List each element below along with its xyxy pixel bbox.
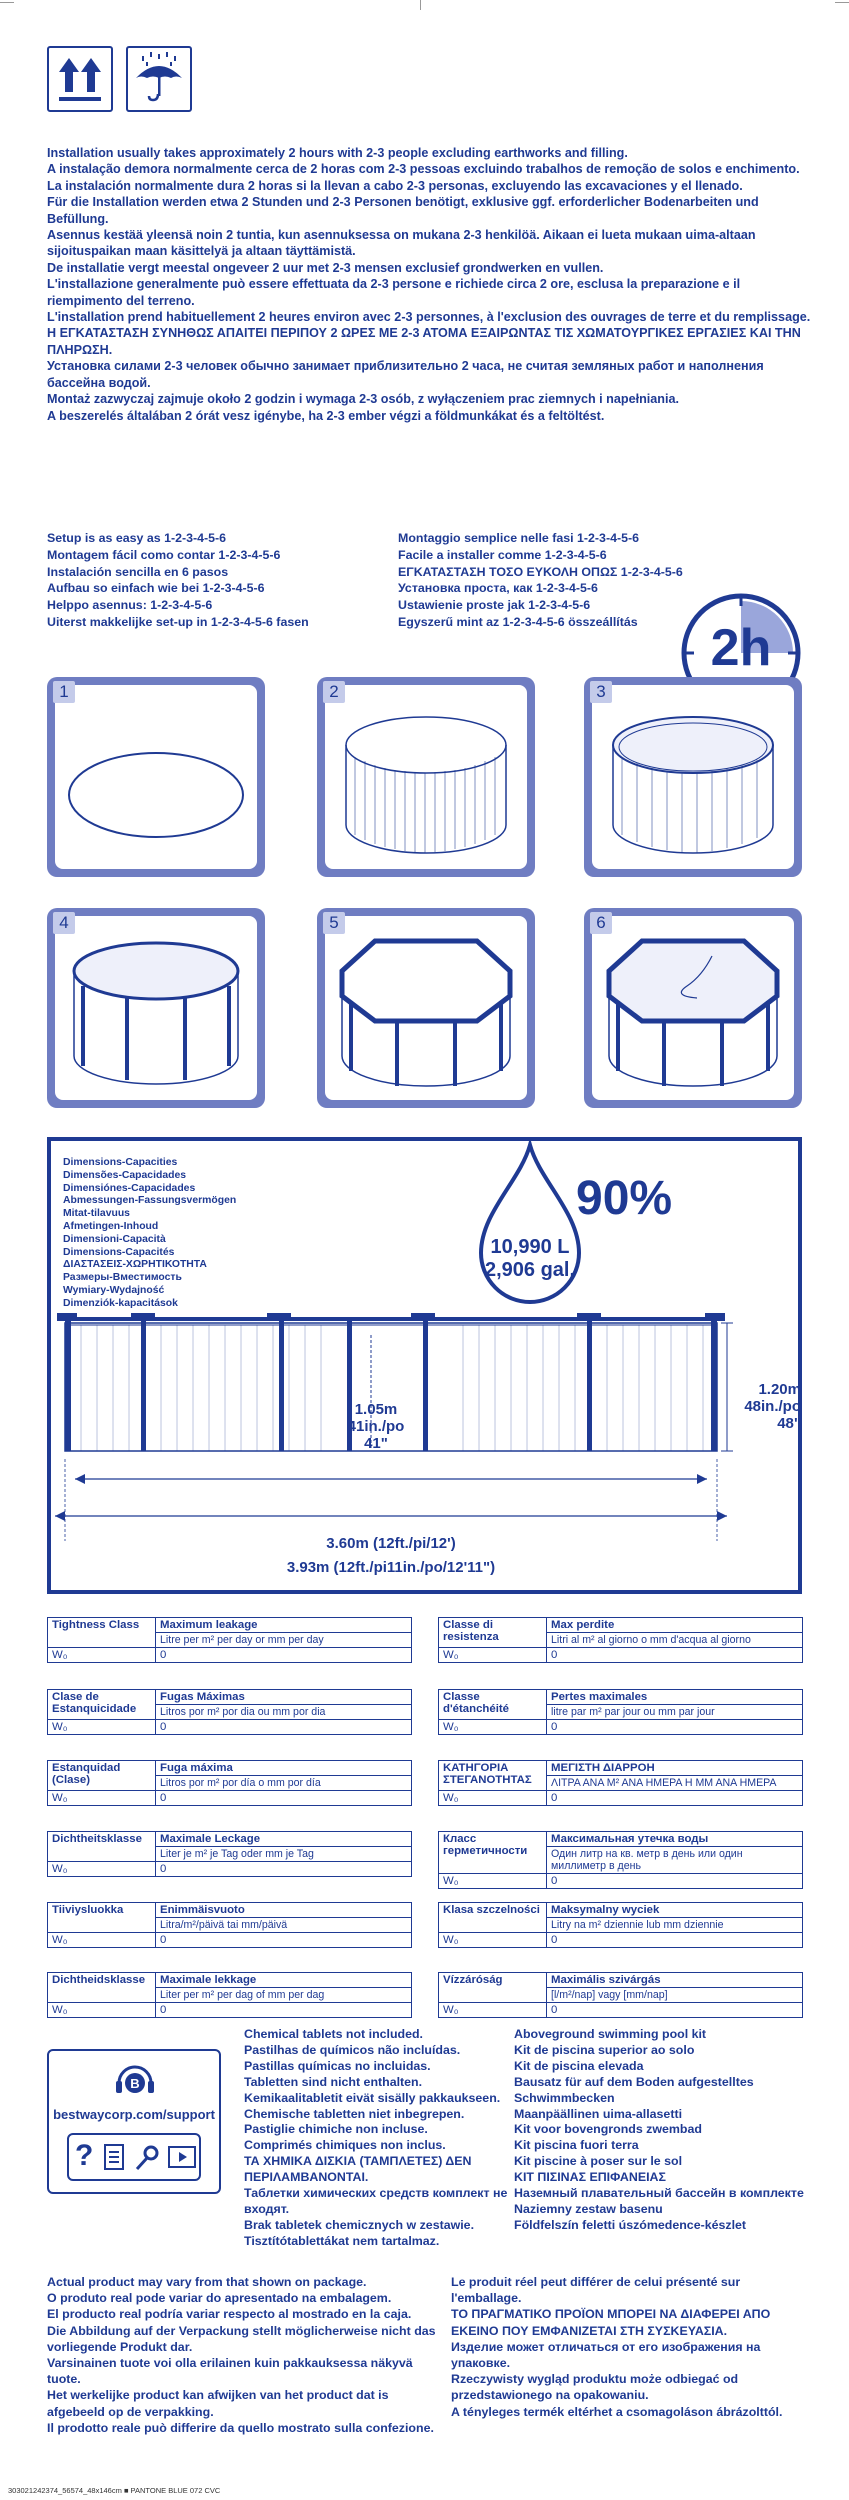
intro-line: L'installation prend habituellement 2 heures environ avec 2-3 personnes, à l'exclusion des ouvrages de terre et du remplissage. <box>47 310 811 325</box>
class-label: Klasa szczelności <box>439 1903 547 1933</box>
crop-mark <box>835 2 849 3</box>
leak-value: 0 <box>547 1933 803 1948</box>
dimensions-panel <box>47 1137 802 1594</box>
setup-line: Ustawienie proste jak 1-2-3-4-5-6 <box>398 598 591 613</box>
disclaimer-line: A tényleges termék eltérhet a csomagoláson ábrázolttól. <box>451 2404 783 2419</box>
w-class: W₀ <box>439 1791 547 1806</box>
tools-icon <box>133 2143 161 2173</box>
keep-dry-icon <box>126 46 192 112</box>
step-number: 2 <box>323 681 345 703</box>
setup-line: Aufbau so einfach wie bei 1-2-3-4-5-6 <box>47 581 265 596</box>
disclaimer-line: Le produit réel peut différer de celui présenté sur l'emballage. <box>451 2275 741 2306</box>
step-panel-3 <box>584 677 802 877</box>
intro-line: L'installazione generalmente può essere effettuata da 2-3 persone e richiede circa 2 ore, esclusa la preparazione e il riempimento del terreno. <box>47 277 741 308</box>
setup-line: Facile a installer comme 1-2-3-4-5-6 <box>398 547 607 562</box>
chem-line: Kemikaalitabletit eivät sisälly pakkaukseen. <box>244 2090 501 2105</box>
pool-line: Наземный плавательный бассейн в комплекте <box>514 2186 804 2201</box>
leak-title: Fuga máxima <box>156 1761 412 1776</box>
step-panel-4 <box>47 908 265 1108</box>
pool-line: Kit de piscina superior ao solo <box>514 2042 695 2057</box>
leak-title: Maksymalny wyciek <box>547 1903 803 1918</box>
dims-label: Mitat-tilavuus <box>63 1208 130 1220</box>
step-illustration <box>592 685 794 869</box>
leakage-table <box>438 1972 803 2018</box>
step-illustration <box>325 685 527 869</box>
wall-height-label <box>731 1381 801 1432</box>
leak-title: Maximális szivárgás <box>547 1973 803 1988</box>
capacity-liters: 10,990 L <box>490 1236 570 1258</box>
step-panel-2 <box>317 677 535 877</box>
disclaimer-line: Изделие может отличаться от его изображения на упаковке. <box>451 2339 761 2371</box>
leak-title: Fugas Máximas <box>156 1690 412 1705</box>
pool-line: Kit piscine à poser sur le sol <box>514 2154 683 2169</box>
step-illustration <box>55 685 257 869</box>
pool-line: Aboveground swimming pool kit <box>514 2027 707 2041</box>
leakage-table <box>47 1617 412 1663</box>
leak-value: 0 <box>156 1720 412 1735</box>
w-class: W₀ <box>48 1791 156 1806</box>
step-number: 1 <box>53 681 75 703</box>
dims-label: Dimensioni-Capacità <box>63 1233 166 1245</box>
chem-line: Brak tabletek chemicznych w zestawie. <box>244 2217 475 2232</box>
class-label: Tiiviysluokka <box>48 1903 156 1933</box>
leak-desc: Litre per m² per day or mm per day <box>156 1633 412 1648</box>
dims-label: Размеры-Вместимость <box>63 1272 182 1284</box>
pool-line: Maanpäällinen uima-allasetti <box>514 2106 683 2121</box>
step-panel-5 <box>317 908 535 1108</box>
setup-line: Установка проста, как 1-2-3-4-5-6 <box>398 581 598 596</box>
fill-percent: 90% <box>576 1172 673 1225</box>
class-label: Dichtheidsklasse <box>48 1973 156 2003</box>
w-class: W₀ <box>439 2003 547 2018</box>
intro-line: Für die Installation werden etwa 2 Stunden und 2-3 Personen benötigt, exklusive ggf. erforderlicher Bodenarbeiten und Befüllung. <box>47 195 759 226</box>
dims-label: Afmetingen-Inhoud <box>63 1220 159 1232</box>
headset-b-logo-icon <box>113 2059 157 2103</box>
dimensions-labels <box>63 1157 303 1311</box>
w-class: W₀ <box>48 1862 156 1877</box>
leak-title: Maximum leakage <box>156 1618 412 1633</box>
disclaimer-line: Het werkelijke product kan afwijken van het product dat is afgebeeld op de verpakking. <box>47 2388 389 2419</box>
outer-width-label: 3.93m (12ft./pi11in./po/12'11") <box>286 1559 496 1576</box>
question-icon: ? <box>75 2139 94 2172</box>
step-number: 5 <box>323 912 345 934</box>
pool-line: Naziemny zestaw basenu <box>514 2201 663 2216</box>
leakage-table <box>438 1902 803 1948</box>
this-side-up-icon <box>47 46 113 112</box>
leakage-table <box>438 1689 803 1735</box>
w-class: W₀ <box>48 1648 156 1663</box>
disclaimer-line: Actual product may vary from that shown on package. <box>47 2275 367 2289</box>
crop-mark <box>0 2 14 3</box>
leak-value: 0 <box>156 1791 412 1806</box>
step-number: 6 <box>590 912 612 934</box>
leakage-table <box>47 1902 412 1948</box>
disclaimer-line: Die Abbildung auf der Verpackung stellt möglicherweise nicht das vorliegende Produkt dar. <box>47 2323 436 2354</box>
leak-value: 0 <box>547 2003 803 2018</box>
leak-value: 0 <box>547 1648 803 1663</box>
chemical-notice <box>244 2027 512 2250</box>
class-label: Tightness Class <box>48 1618 156 1648</box>
class-label: Класс герметичности <box>439 1832 547 1874</box>
disclaimer-line: Varsinainen tuote voi olla erilainen kuin pakkauksessa näkyvä tuote. <box>47 2356 413 2387</box>
disclaimer-line: O produto real pode variar do apresentado na embalagem. <box>47 2291 392 2306</box>
setup-line: Montagem fácil como contar 1-2-3-4-5-6 <box>47 547 281 562</box>
w-class: W₀ <box>48 1933 156 1948</box>
leak-value: 0 <box>156 1862 412 1877</box>
leak-value: 0 <box>547 1720 803 1735</box>
setup-line: ΕΓΚΑΤΑΣΤΑΣΗ ΤΟΣΟ ΕΥΚΟΛΗ ΟΠΩΣ 1-2-3-4-5-6 <box>398 564 683 579</box>
intro-line: Η ΕΓΚΑΤΑΣΤΑΣΗ ΣΥΝΗΘΩΣ ΑΠΑΙΤΕΙ ΠΕΡΙΠΟΥ 2 ΩΡΕΣ ΜΕ 2-3 ΑΤΟΜΑ ΕΞΑΙΡΩΝΤΑΣ ΤΙΣ ΧΩΜΑΤΟΥΡΓΙΚΕΣ ΕΡΓΑΣΙΕΣ ΚΑΙ ΤΗΝ ΠΛΗΡΩΣΗ. <box>47 326 801 357</box>
leak-desc: Litra/m²/päivä tai mm/päivä <box>156 1918 412 1933</box>
dims-label: Dimensões-Capacidades <box>63 1169 187 1181</box>
leakage-table <box>47 1831 412 1877</box>
pool-kit-names <box>514 2027 814 2234</box>
pool-line: Földfelszín feletti úszómedence-készlet <box>514 2217 747 2232</box>
water-depth-quote: 41" <box>364 1435 388 1452</box>
water-drop-icon <box>475 1141 585 1311</box>
step-illustration <box>325 916 527 1100</box>
disclaimer-line: Il prodotto reale può differire da quello mostrato sulla confezione. <box>47 2420 434 2435</box>
leak-title: Максимальная утечка воды <box>547 1832 803 1847</box>
intro-line: De installatie vergt meestal ongeveer 2 uur met 2-3 mensen exclusief grondwerken en vullen. <box>47 260 604 275</box>
svg-text:B: B <box>130 2076 140 2091</box>
leak-desc: Litros por m² por día o mm por día <box>156 1776 412 1791</box>
wall-height-quote: 48" <box>777 1415 801 1432</box>
step-panel-1 <box>47 677 265 877</box>
chem-line: Pastiglie chimiche non incluse. <box>244 2122 428 2137</box>
leak-desc: [l/m²/nap] vagy [mm/nap] <box>547 1988 803 2003</box>
wall-height-m: 1.20m <box>758 1381 801 1398</box>
chem-line: ΤΑ ΧΗΜΙΚΑ ΔΙΣΚΙΑ (ΤΑΜΠΛΕΤΕΣ) ΔΕΝ ΠΕΡΙΛΑΜΒΑΝΟΝΤΑΙ. <box>244 2154 472 2185</box>
pool-line: Bausatz für auf dem Boden aufgestelltes Schwimmbecken <box>514 2074 754 2105</box>
intro-line: Montaż zazwyczaj zajmuje około 2 godzin i wymaga 2-3 osób, z wyłączeniem prac ziemnych i napełniania. <box>47 392 679 407</box>
class-label: ΚΑΤΗΓΟΡΙΑ ΣΤΕΓΑΝΟΤΗΤΑΣ <box>439 1761 547 1791</box>
w-class: W₀ <box>439 1933 547 1948</box>
chem-line: Pastillas químicas no incluidas. <box>244 2058 431 2073</box>
leak-desc: Litros por m² por dia ou mm por dia <box>156 1705 412 1720</box>
leak-title: ΜΕΓΙΣΤΗ ΔΙΑΡΡΟΗ <box>547 1761 803 1776</box>
chem-line: Таблетки химических средств комплект не входят. <box>244 2186 508 2216</box>
class-label: Vízzáróság <box>439 1973 547 2003</box>
dims-label: Abmessungen-Fassungsvermögen <box>63 1195 237 1207</box>
intro-line: Установка силами 2-3 человек обычно занимает приблизительно 2 часа, не считая земляных работ и наполнения бассейна водой. <box>47 359 764 390</box>
disclaimer-right <box>451 2274 811 2420</box>
step-illustration <box>55 916 257 1100</box>
water-depth-in: 41in./po <box>347 1418 405 1435</box>
step-number: 4 <box>53 912 75 934</box>
leak-desc: Litri al m² al giorno o mm d'acqua al giorno <box>547 1633 803 1648</box>
pool-line: Kit de piscina elevada <box>514 2058 644 2073</box>
leakage-table <box>438 1617 803 1663</box>
w-class: W₀ <box>439 1720 547 1735</box>
inner-width-label: 3.60m (12ft./pi/12') <box>191 1535 591 1552</box>
chem-line: Chemische tabletten niet inbegrepen. <box>244 2106 465 2121</box>
leak-title: Max perdite <box>547 1618 803 1633</box>
leak-value: 0 <box>156 1933 412 1948</box>
chem-line: Comprimés chimiques non inclus. <box>244 2138 446 2153</box>
leak-desc: litre par m² par jour ou mm par jour <box>547 1705 803 1720</box>
water-depth-m: 1.05m <box>354 1401 398 1418</box>
pool-line: Kit voor bovengronds zwembad <box>514 2122 702 2137</box>
leak-desc: Liter per m² per dag of mm per dag <box>156 1988 412 2003</box>
chem-line: Tabletten sind nicht enthalten. <box>244 2074 423 2089</box>
water-depth-label <box>306 1401 446 1452</box>
dims-label: Dimensions-Capacités <box>63 1246 175 1258</box>
leak-desc: Один литр на кв. метр в день или один миллиметр в день <box>547 1847 803 1874</box>
leakage-table <box>47 1689 412 1735</box>
disclaimer-line: Rzeczywisty wygląd produktu może odbiegać od przedstawionego na opakowaniu. <box>451 2372 739 2403</box>
leak-desc: Liter je m² je Tag oder mm je Tag <box>156 1847 412 1862</box>
disclaimer-left <box>47 2274 437 2436</box>
w-class: W₀ <box>439 1648 547 1663</box>
class-label: Classe d'étanchéité <box>439 1690 547 1720</box>
pool-line: ΚΙΤ ΠΙΣΙΝΑΣ ΕΠΙΦΑΝΕΙΑΣ <box>514 2170 666 2185</box>
leak-title: Maximale lekkage <box>156 1973 412 1988</box>
setup-line: Montaggio semplice nelle fasi 1-2-3-4-5-6 <box>398 531 639 545</box>
leakage-table <box>47 1760 412 1806</box>
dims-label: Dimenziók-kapacitások <box>63 1297 178 1309</box>
document-icon <box>103 2143 127 2173</box>
intro-line: A instalação demora normalmente cerca de 2 horas com 2-3 pessoas excluindo trabalhos de remoção de solos e enchimento. <box>47 162 800 177</box>
step-panel-6 <box>584 908 802 1108</box>
leak-title: Enimmäisvuoto <box>156 1903 412 1918</box>
class-label: Estanquidad (Clase) <box>48 1761 156 1791</box>
leak-desc: ΛΙΤΡΑ ΑΝΑ Μ² ΑΝΑ ΗΜΕΡΑ Η ΜΜ ΑΝΑ ΗΜΕΡΑ <box>547 1776 803 1791</box>
pool-line: Kit piscina fuori terra <box>514 2138 639 2153</box>
intro-line: A beszerelés általában 2 órát vesz igénybe, ha 2-3 ember végzi a földmunkákat és a feltöltést. <box>47 408 605 423</box>
setup-line: Setup is as easy as 1-2-3-4-5-6 <box>47 531 227 545</box>
installation-time-notice <box>47 145 817 424</box>
intro-line: Asennus kestää yleensä noin 2 tuntia, kun asennuksessa on mukana 2-3 henkilöä. Aikaan ei lueta mukaan uima-altaan sijoituspaikan maan käsittelyä ja altaan täyttämistä. <box>47 228 756 259</box>
clock-label: 2h <box>710 619 772 677</box>
setup-line: Helppo asennus: 1-2-3-4-5-6 <box>47 598 213 613</box>
w-class: W₀ <box>439 1874 547 1889</box>
intro-line: La instalación normalmente dura 2 horas si la llevan a cabo 2-3 personas, excluyendo las excavaciones y el llenado. <box>47 178 743 193</box>
disclaimer-line: ΤΟ ΠΡΑΓΜΑΤΙΚΟ ΠΡΟΪΟΝ ΜΠΟΡΕΙ ΝΑ ΔΙΑΦΕΡΕΙ ΑΠΟ ΕΚΕΙΝΟ ΠΟΥ ΕΜΦΑΝΙΖΕΤΑΙ ΣΤΗ ΣΥΣΚΕΥΑΣΙΑ. <box>451 2307 771 2338</box>
dims-label: Dimensiónes-Capacidades <box>63 1182 196 1194</box>
class-label: Classe di resistenza <box>439 1618 547 1648</box>
leak-value: 0 <box>547 1791 803 1806</box>
setup-text-left <box>47 530 387 631</box>
setup-line: Instalación sencilla en 6 pasos <box>47 564 229 579</box>
w-class: W₀ <box>48 1720 156 1735</box>
leakage-table <box>438 1831 803 1889</box>
video-play-icon <box>167 2143 197 2173</box>
w-class: W₀ <box>48 2003 156 2018</box>
setup-line: Uiterst makkelijke set-up in 1-2-3-4-5-6 fasen <box>47 614 309 629</box>
chem-line: Tisztítótablettákat nem tartalmaz. <box>244 2233 440 2248</box>
step-number: 3 <box>590 681 612 703</box>
leak-value: 0 <box>156 1648 412 1663</box>
leak-title: Maximale Leckage <box>156 1832 412 1847</box>
leak-desc: Litry na m² dziennie lub mm dziennie <box>547 1918 803 1933</box>
dims-label: Dimensions-Capacities <box>63 1157 178 1168</box>
dims-label: Wymiary-Wydajność <box>63 1284 165 1296</box>
dims-label: ΔΙΑΣΤΑΣΕΙΣ-ΧΩΡΗΤΙΚΟΤΗΤΑ <box>63 1259 207 1271</box>
capacity-gallons: 2,906 gal. <box>484 1259 576 1281</box>
class-label: Clase de Estanquicidade <box>48 1690 156 1720</box>
leak-value: 0 <box>547 1874 803 1889</box>
chem-line: Chemical tablets not included. <box>244 2027 424 2041</box>
disclaimer-line: El producto real podría variar respecto al mostrado en la caja. <box>47 2307 412 2322</box>
leak-title: Pertes maximales <box>547 1690 803 1705</box>
leakage-table <box>47 1972 412 2018</box>
wall-height-in: 48in./po <box>744 1398 801 1415</box>
class-label: Dichtheitsklasse <box>48 1832 156 1862</box>
support-url[interactable]: bestwaycorp.com/support <box>53 2107 215 2122</box>
leak-value: 0 <box>156 2003 412 2018</box>
step-illustration <box>592 916 794 1100</box>
support-icons <box>67 2133 201 2181</box>
leakage-table <box>438 1760 803 1806</box>
support-panel <box>47 2049 221 2194</box>
chem-line: Pastilhas de químicos não incluídas. <box>244 2042 461 2057</box>
print-footer: 303021242374_56574_48x146cm ■ PANTONE BLUE 072 CVC <box>8 2486 221 2495</box>
setup-line: Egyszerű mint az 1-2-3-4-5-6 összeállítás <box>398 614 638 629</box>
crop-mark <box>420 0 421 10</box>
intro-line: Installation usually takes approximately 2 hours with 2-3 people excluding earthworks and filling. <box>47 146 628 160</box>
